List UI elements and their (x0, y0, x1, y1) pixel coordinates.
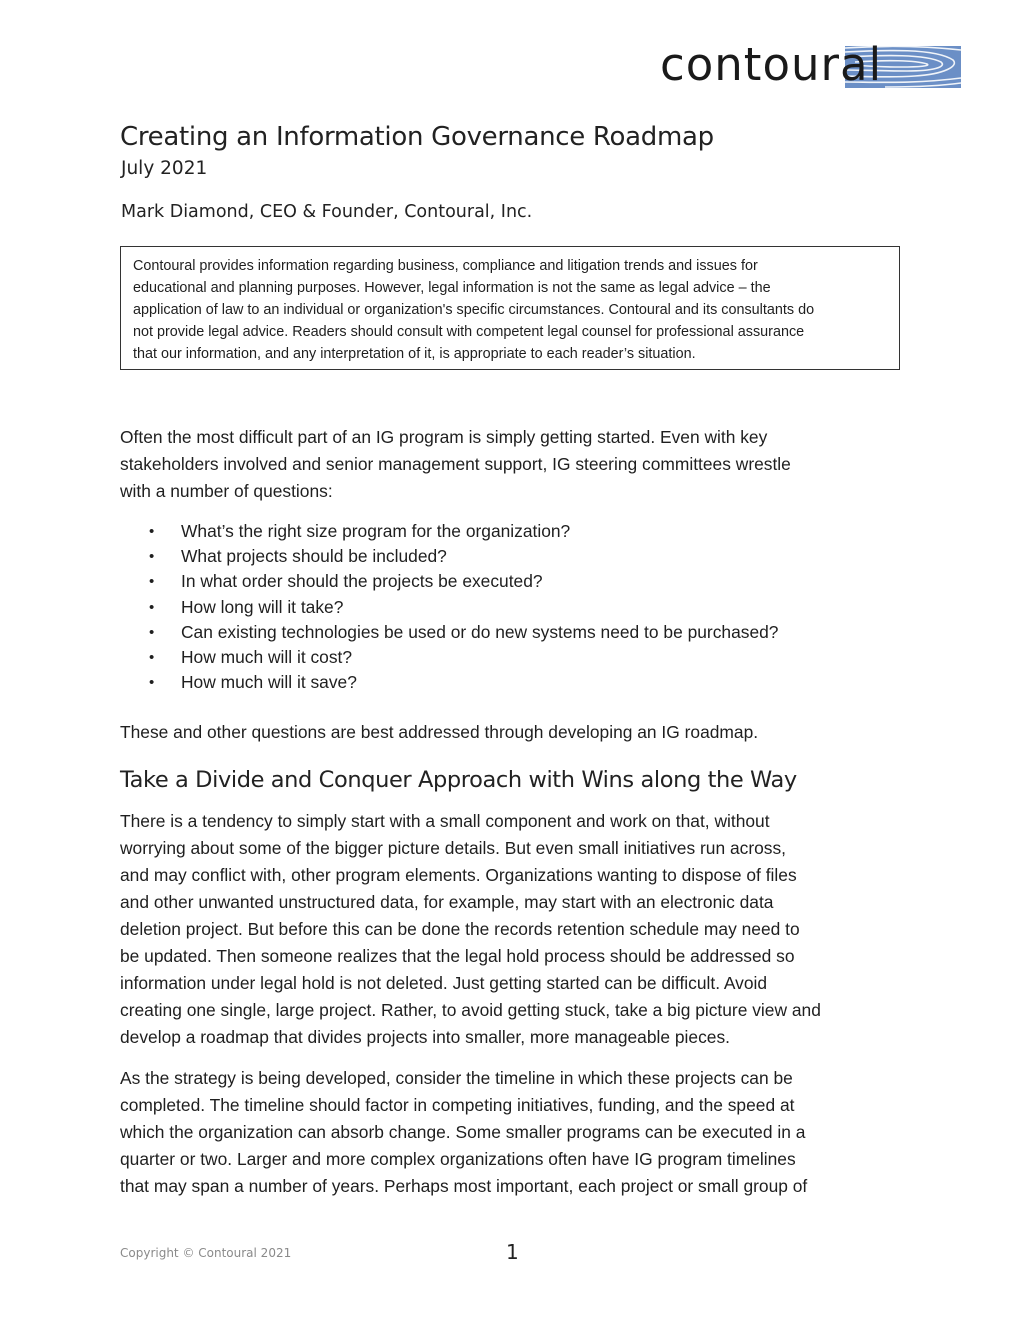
list-item-text: How much will it save? (181, 672, 357, 693)
bullet-icon: • (149, 573, 155, 591)
bullet-icon: • (149, 674, 155, 692)
document-author: Mark Diamond, CEO & Founder, Contoural, Inc. (121, 202, 533, 222)
disclaimer-line: that our information, and any interpretation of it, is appropriate to each reader’s situation. (133, 346, 696, 362)
bullet-icon: • (149, 649, 155, 667)
list-item-text: How long will it take? (181, 596, 344, 617)
paragraph-line: quarter or two. Larger and more complex organizations often have IG program timelines (120, 1149, 796, 1169)
paragraph-line: completed. The timeline should factor in competing initiatives, funding, and the speed at (120, 1095, 795, 1115)
document-title: Creating an Information Governance Roadmap (120, 122, 714, 152)
paragraph-line: As the strategy is being developed, consider the timeline in which these projects can be (120, 1068, 793, 1088)
footer-copyright: Copyright © Contoural 2021 (120, 1246, 292, 1260)
bullet-icon: • (149, 548, 155, 566)
disclaimer-box (120, 246, 900, 370)
questions-list (120, 519, 910, 695)
paragraph-line: with a number of questions: (120, 481, 333, 501)
paragraph-line: be updated. Then someone realizes that the legal hold process should be addressed so (120, 946, 795, 966)
list-item-text: Can existing technologies be used or do new systems need to be purchased? (181, 621, 779, 642)
disclaimer-line: not provide legal advice. Readers should consult with competent legal counsel for professional assurance (133, 324, 805, 340)
timeline-paragraph (120, 1065, 910, 1200)
page-number: 1 (506, 1240, 519, 1264)
disclaimer-line: application of law to an individual or organization's specific circumstances. Contoural and its consultants do (133, 302, 815, 318)
paragraph-line: that may span a number of years. Perhaps most important, each project or small group of (120, 1176, 808, 1196)
paragraph-line: There is a tendency to simply start with a small component and work on that, without (120, 811, 770, 831)
paragraph-line: and other unwanted unstructured data, for example, may start with an electronic data (120, 892, 774, 912)
paragraph-line: deletion project. But before this can be done the records retention schedule may need to (120, 919, 800, 939)
list-item (120, 569, 910, 594)
bullet-icon: • (149, 623, 155, 641)
paragraph-line: and may conflict with, other program elements. Organizations wanting to dispose of files (120, 865, 797, 885)
disclaimer-line: Contoural provides information regarding business, compliance and litigation trends and issues for (133, 258, 758, 274)
list-item (120, 620, 910, 645)
bullet-icon: • (149, 523, 155, 540)
disclaimer-line: educational and planning purposes. However, legal information is not the same as legal advice – the (133, 280, 771, 296)
bullet-icon: • (149, 598, 155, 616)
list-item (120, 544, 910, 569)
logo-wordmark: contoural (660, 38, 883, 91)
summary-paragraph: These and other questions are best addressed through developing an IG roadmap. (120, 722, 759, 742)
list-item (120, 645, 910, 670)
document-date: July 2021 (121, 158, 208, 179)
paragraph-line: worrying about some of the bigger picture details. But even small initiatives run across, (120, 838, 786, 858)
list-item-text: What projects should be included? (181, 546, 447, 567)
paragraph-line: creating one single, large project. Rather, to avoid getting stuck, take a big picture view and (120, 1000, 821, 1020)
divide-conquer-paragraph (120, 808, 910, 1051)
list-item (120, 519, 910, 544)
paragraph-line: stakeholders involved and senior management support, IG steering committees wrestle (120, 454, 791, 474)
paragraph-line: information under legal hold is not deleted. Just getting started can be difficult. Avoid (120, 973, 768, 993)
contoural-logo (660, 38, 962, 92)
intro-paragraph (120, 424, 910, 505)
list-item-text: What’s the right size program for the organization? (181, 521, 571, 541)
list-item-text: In what order should the projects be executed? (181, 571, 543, 592)
list-item-text: How much will it cost? (181, 647, 353, 668)
paragraph-line: develop a roadmap that divides projects into smaller, more manageable pieces. (120, 1027, 730, 1047)
list-item (120, 595, 910, 620)
paragraph-line: which the organization can absorb change. Some smaller programs can be executed in a (120, 1122, 806, 1142)
list-item (120, 670, 910, 695)
section-heading: Take a Divide and Conquer Approach with Wins along the Way (120, 767, 797, 793)
paragraph-line: Often the most difficult part of an IG program is simply getting started. Even with key (120, 427, 768, 447)
